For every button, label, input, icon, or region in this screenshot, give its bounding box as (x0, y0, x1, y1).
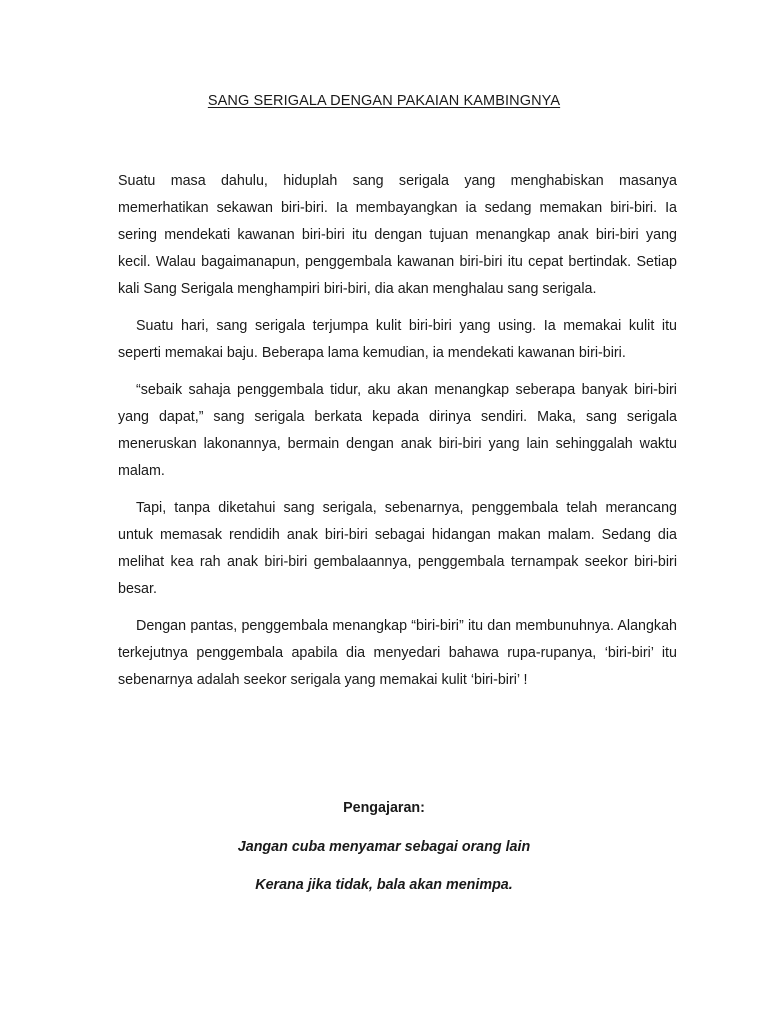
paragraph-5: Dengan pantas, penggembala menangkap “biri-biri” itu dan membunuhnya. Alangkah terkejutnya penggembala apabila dia menyedari bahawa rupa-rupanya, ‘biri-biri’ itu sebenarnya adalah seekor serigala yang memakai kulit ‘biri-biri’ ! (118, 618, 677, 688)
paragraph-2: Suatu hari, sang serigala terjumpa kulit biri-biri yang using. Ia memakai kulit itu seperti memakai baju. Beberapa lama kemudian, ia mendekati kawanan biri-biri. (118, 318, 677, 361)
lesson-heading: Pengajaran: (343, 800, 425, 816)
story-body (118, 168, 677, 704)
paragraph-4: Tapi, tanpa diketahui sang serigala, sebenarnya, penggembala telah merancang untuk memasak rendidih anak biri-biri sebagai hidangan makan malam. Sedang dia melihat kea rah anak biri-biri gembalaannya, penggembala ternampak seekor biri-biri besar. (118, 500, 677, 597)
paragraph-3: “sebaik sahaja penggembala tidur, aku akan menangkap seberapa banyak biri-biri yang dapat,” sang serigala berkata kepada dirinya sendiri. Maka, sang serigala meneruskan lakonannya, bermain dengan anak biri-biri yang lain sehinggalah waktu malam. (118, 382, 677, 479)
lesson-line-2: Kerana jika tidak, bala akan menimpa. (255, 877, 513, 893)
lesson-line-1: Jangan cuba menyamar sebagai orang lain (237, 839, 531, 855)
document-title: SANG SERIGALA DENGAN PAKAIAN KAMBINGNYA (207, 93, 561, 109)
paragraph-1: Suatu masa dahulu, hiduplah sang serigala yang menghabiskan masanya memerhatikan sekawan biri-biri. Ia membayangkan ia sedang memakan biri-biri. Ia sering mendekati kawanan biri-biri itu dengan tujuan menangkap anak biri-biri yang kecil. Walau bagaimanapun, penggembala kawanan biri-biri itu cepat bertindak. Setiap kali Sang Serigala menghampiri biri-biri, dia akan menghalau sang serigala. (118, 173, 677, 297)
